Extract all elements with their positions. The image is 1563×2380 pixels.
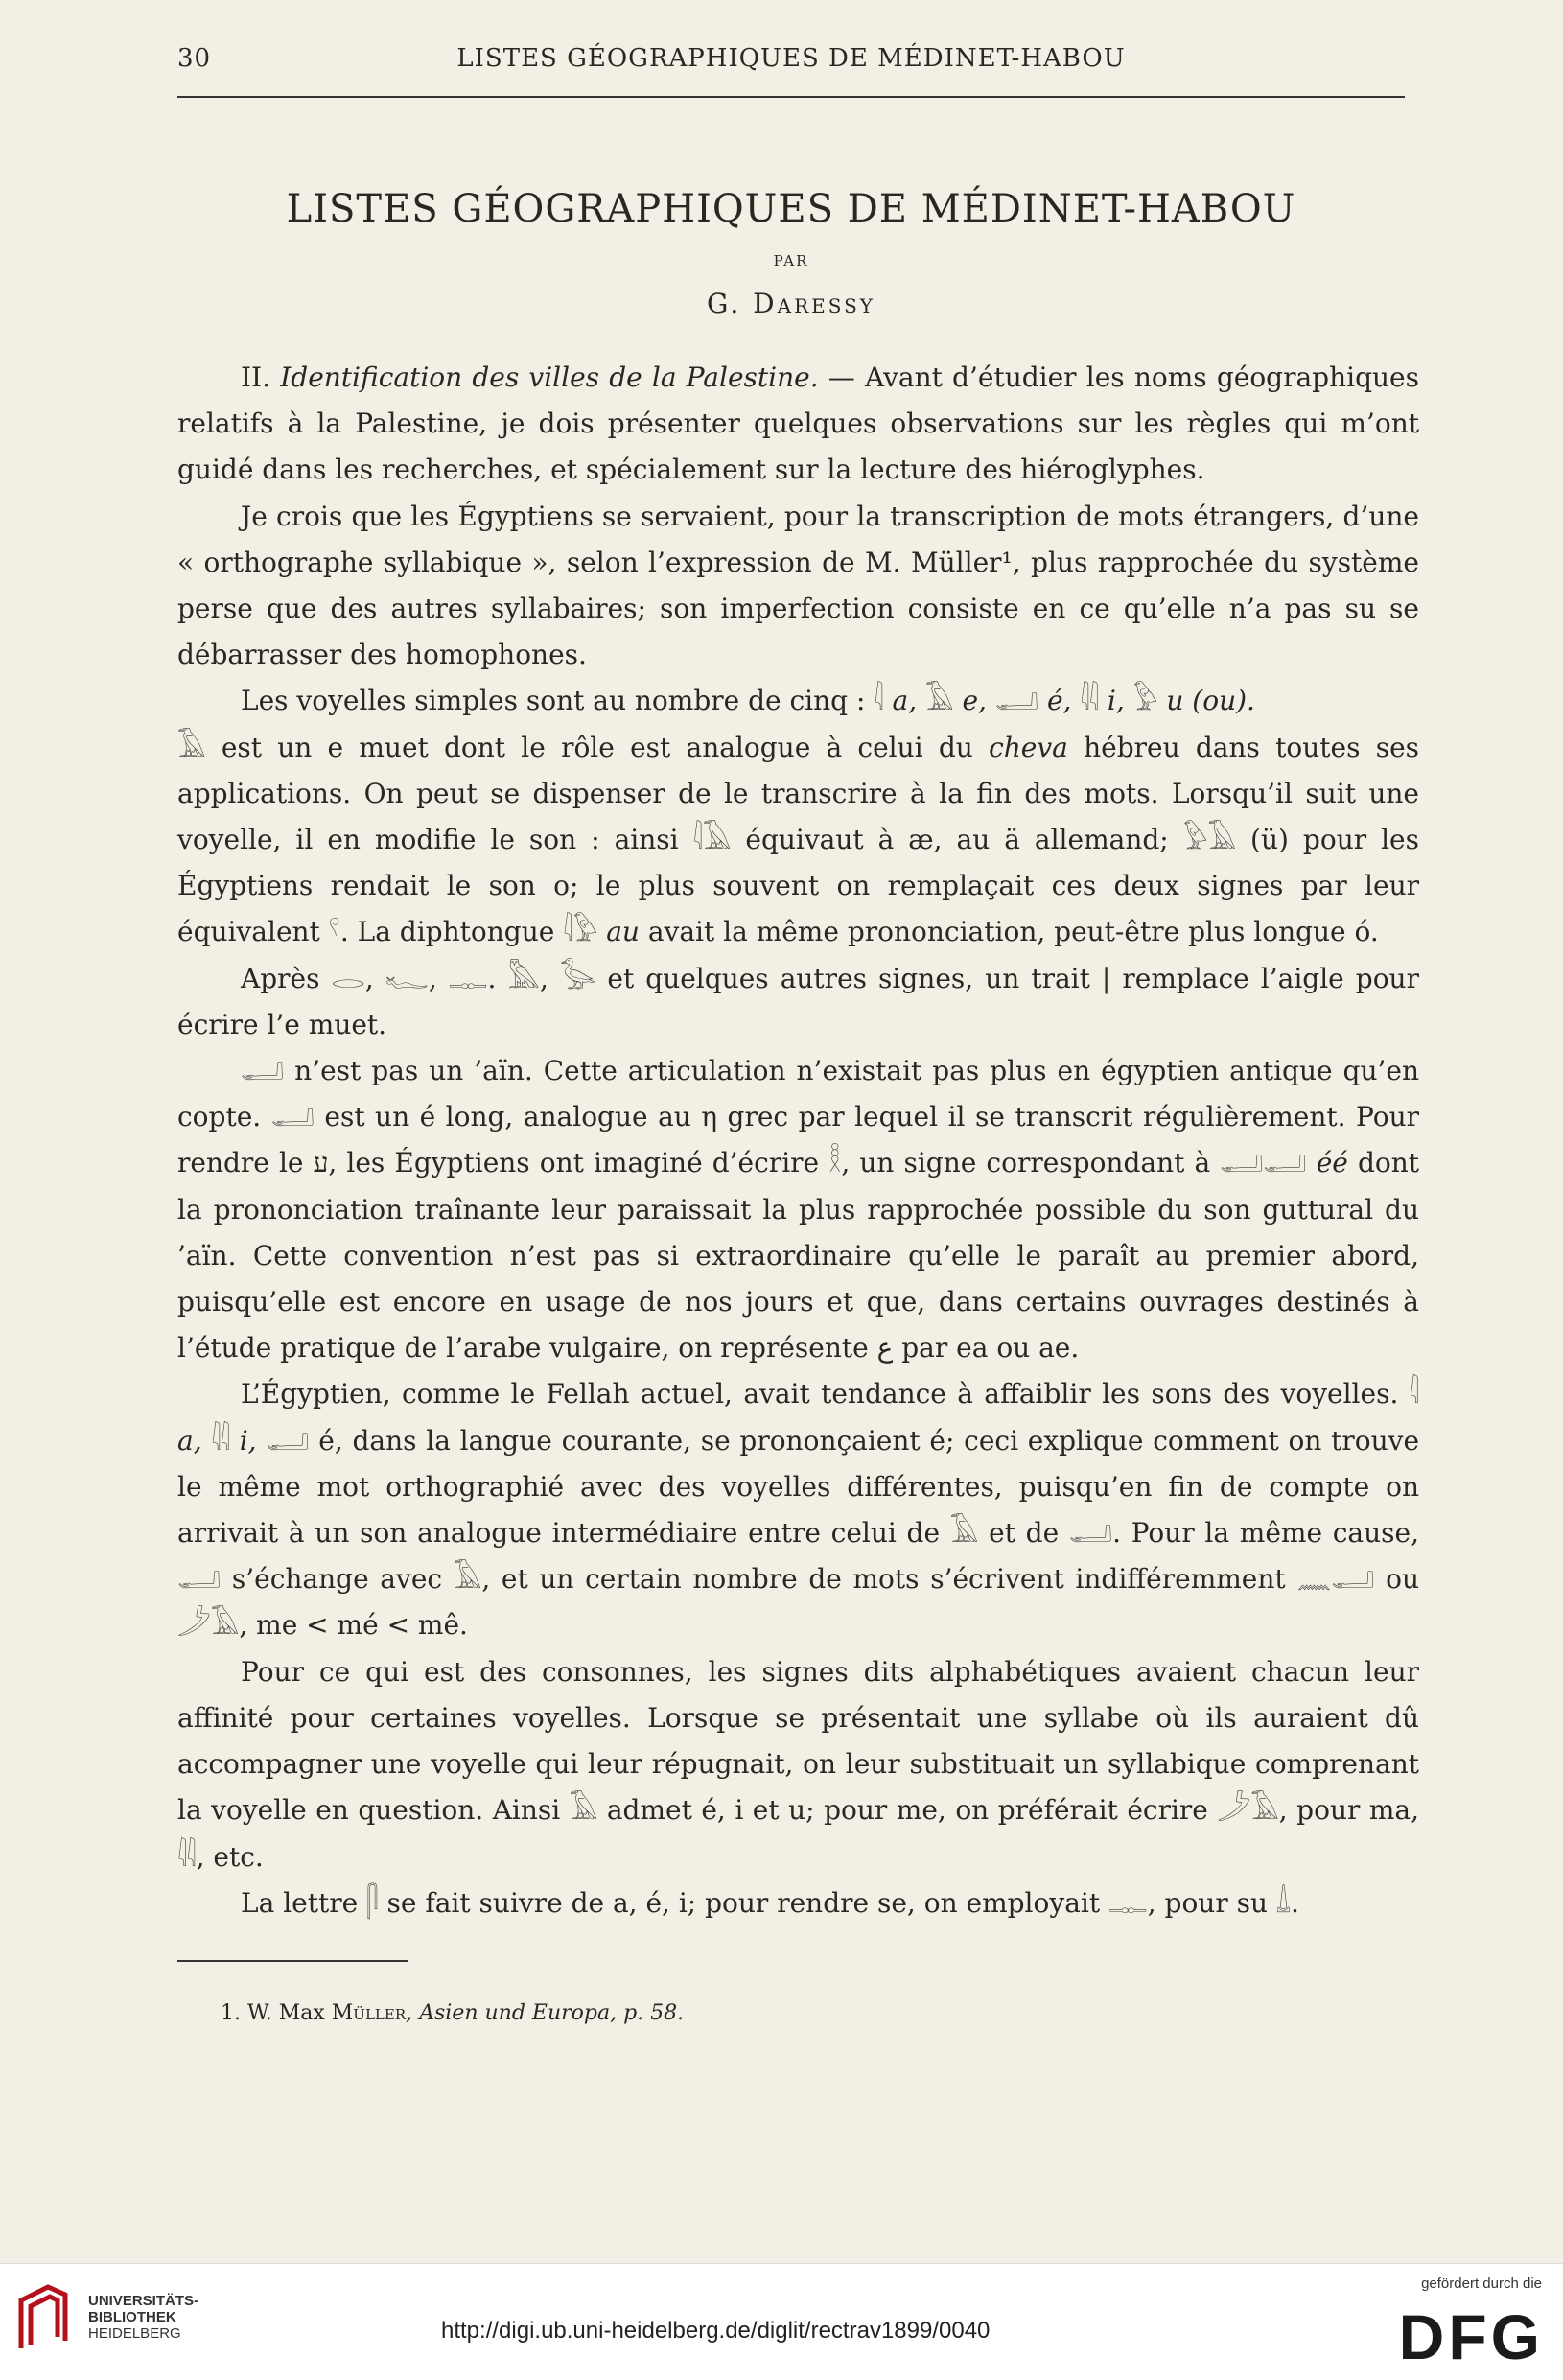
digitization-footer <box>0 2263 1563 2380</box>
paragraph-9: La lettre 𓋴 se fait suivre de a, é, i; pour rendre se, on employait 𓊃, pour su 𓍑. <box>241 1885 1299 1920</box>
vulture-icon: 𓄿 <box>177 730 206 764</box>
double-arm-icon: 𓂝𓂝 <box>1220 1146 1307 1180</box>
par-label: PAR <box>773 252 809 269</box>
lock-of-hair-icon: 𓎛 <box>828 1146 842 1180</box>
water-arm-icon: 𓈖𓂝 <box>1296 1562 1375 1597</box>
double-reed-icon: 𓇌 <box>1080 684 1099 718</box>
double-reed-icon: 𓇌 <box>211 1423 230 1458</box>
chick-vulture-icon: 𓅱𓄿 <box>1182 823 1237 857</box>
section-title: Identification des villes de la Palestine. <box>280 362 819 393</box>
footnote: 1. W. Max Müller, Asien und Europa, p. 58. <box>221 2001 685 2025</box>
library-logo-icon <box>10 2281 77 2358</box>
permalink[interactable]: http://digi.ub.uni-heidelberg.de/diglit/rectrav1899/0040 <box>441 2318 991 2344</box>
arm-icon: 𓂝 <box>270 1100 315 1134</box>
vulture-icon: 𓄿 <box>949 1516 979 1551</box>
paragraph-8: Pour ce qui est des consonnes, les signes dits alphabétiques avaient chacun leur affinité pour certaines voyelles. Lorsque se présentait une syllabe où ils auraient dû accompagner une voyelle qui leur répugnait, on leur substituait un syllabique comprenant la voyelle en question. Ainsi 𓄿 admet é, i et u; pour me, on préférait écrire 𓌳𓄿, pour ma, 𓇌, etc. <box>177 1655 1420 1874</box>
author-name: G. Daressy <box>707 288 875 319</box>
sickle-vulture-icon: 𓌳𓄿 <box>177 1608 240 1643</box>
reed-chick-icon: 𓇋𓅱 <box>563 915 598 949</box>
reed-leaf-icon: 𓇋 <box>874 684 884 718</box>
arm-icon: 𓂝 <box>1068 1516 1113 1551</box>
paragraph-6: 𓂝 n’est pas un ’aïn. Cette articulation n’existait pas plus en égyptien antique qu’en copte. 𓂝 est un é long, analogue au η grec par lequel il se transcrit régulièrement. Pour rendre le ע, les Égyptiens ont imaginé d’écrire 𓎛, un signe correspondant à 𓂝𓂝 éé dont la prononciation traînante leur paraissait la plus rapprochée possible du son guttural du ’aïn. Cette convention n’est pas si extraordinaire qu’elle le paraît au premier abord, puisqu’elle est encore en usage de nos jours et que, dans certains ouvrages destinés à l’étude pratique de l’arabe vulgaire, on représente ع par ea ou ae. <box>177 1054 1420 1365</box>
double-reed-icon: 𓇌 <box>177 1839 197 1874</box>
vulture-icon: 𓄿 <box>569 1793 598 1828</box>
horned-viper-icon: 𓆑 <box>385 961 429 995</box>
paragraph-1: II. Identification des villes de la Palestine. — Avant d’étudier les noms géographiques relatifs à la Palestine, je dois présenter quelques observations sur les règles qui m’ont guidé dans les recherches, et spécialement sur la lecture des hiéroglyphes. <box>177 362 1419 486</box>
page-number: 30 <box>177 44 212 73</box>
reed-leaf-icon: 𓇋 <box>1409 1377 1419 1412</box>
paragraph-7: L’Égyptien, comme le Fellah actuel, avait tendance à affaiblir les sons des voyelles. 𓇋 a, 𓇌 i, 𓂝 é, dans la langue courante, se prononçaient é; ceci explique comment on trouve le même mot orthographié avec des voyelles différentes, puisqu’en fin de compte on arrivait à un son analogue intermédiaire entre celui de 𓄿 et de 𓂝. Pour la même cause, 𓂝 s’échange avec 𓄿, et un certain nombre de mots s’écrivent indifféremment 𓈖𓂝 ou 𓌳𓄿, me < mé < mê. <box>177 1377 1420 1643</box>
coil-icon: 𓍢 <box>328 915 340 949</box>
body-text <box>177 355 1419 1926</box>
arabic-ain-glyph: ع <box>876 1332 894 1365</box>
paragraph-5: Après 𓂋, 𓆑, 𓊃. 𓅓, 𓅭 et quelques autres signes, un trait | remplace l’aigle pour écrire l’e muet. <box>177 961 1419 1040</box>
arm-icon: 𓂝 <box>177 1562 222 1597</box>
paragraph-3: Les voyelles simples sont au nombre de cinq : 𓇋 a, 𓄿 e, 𓂝 é, 𓇌 i, 𓅱 u (ou). <box>241 684 1255 718</box>
library-name: UNIVERSITÄTS- BIBLIOTHEK HEIDELBERG <box>88 2293 199 2342</box>
paragraph-2: Je crois que les Égyptiens se servaient, pour la transcription de mots étrangers, d’une « orthographe syllabique », selon l’expression de M. Müller¹, plus rapprochée du système perse que des autres syllabaires; son imperfection consiste en ce qu’elle n’a pas su se débarrasser des homophones. <box>177 500 1419 671</box>
stool-icon: 𓊃 <box>1108 1885 1148 1920</box>
stool-icon: 𓊃 <box>448 961 488 995</box>
dfg-logo: DFG <box>1398 2301 1544 2372</box>
arm-icon: 𓂝 <box>994 684 1039 718</box>
arm-icon: 𓂝 <box>241 1054 285 1088</box>
funding-note: gefördert durch die <box>1421 2275 1542 2292</box>
bird-icon: 𓅓 <box>507 961 540 995</box>
bird-pair-icon: 𓅭 <box>559 961 596 995</box>
footnote-rule <box>177 1960 408 1962</box>
mouth-icon: 𓂋 <box>331 961 365 995</box>
article-title: LISTES GÉOGRAPHIQUES DE MÉDINET-HABOU <box>286 187 1296 231</box>
folded-cloth-icon: 𓋴 <box>366 1885 379 1920</box>
paragraph-4: 𓄿 est un e muet dont le rôle est analogue à celui du cheva hébreu dans toutes ses applications. On peut se dispenser de le transcrire à la fin des mots. Lorsqu’il suit une voyelle, il en modifie le son : ainsi 𓇋𓄿 équivaut à æ, au ä allemand; 𓅱𓄿 (ü) pour les Égyptiens rendait le son o; le plus souvent on remplaçait ces deux signes par leur équivalent 𓍢. La diphtongue 𓇋𓅱 au avait la même prononciation, peut-être plus longue ó. <box>177 730 1420 949</box>
quail-chick-icon: 𓅱 <box>1132 684 1158 718</box>
arm-icon: 𓂝 <box>266 1423 310 1458</box>
hobble-icon: 𓍑 <box>1275 1885 1291 1920</box>
header-rule <box>177 96 1405 98</box>
sickle-vulture-icon: 𓌳𓄿 <box>1217 1793 1279 1828</box>
vulture-icon: 𓄿 <box>453 1562 482 1597</box>
vulture-icon: 𓄿 <box>925 684 954 718</box>
running-title: LISTES GÉOGRAPHIQUES DE MÉDINET-HABOU <box>456 44 1126 73</box>
reed-vulture-icon: 𓇋𓄿 <box>692 823 732 857</box>
